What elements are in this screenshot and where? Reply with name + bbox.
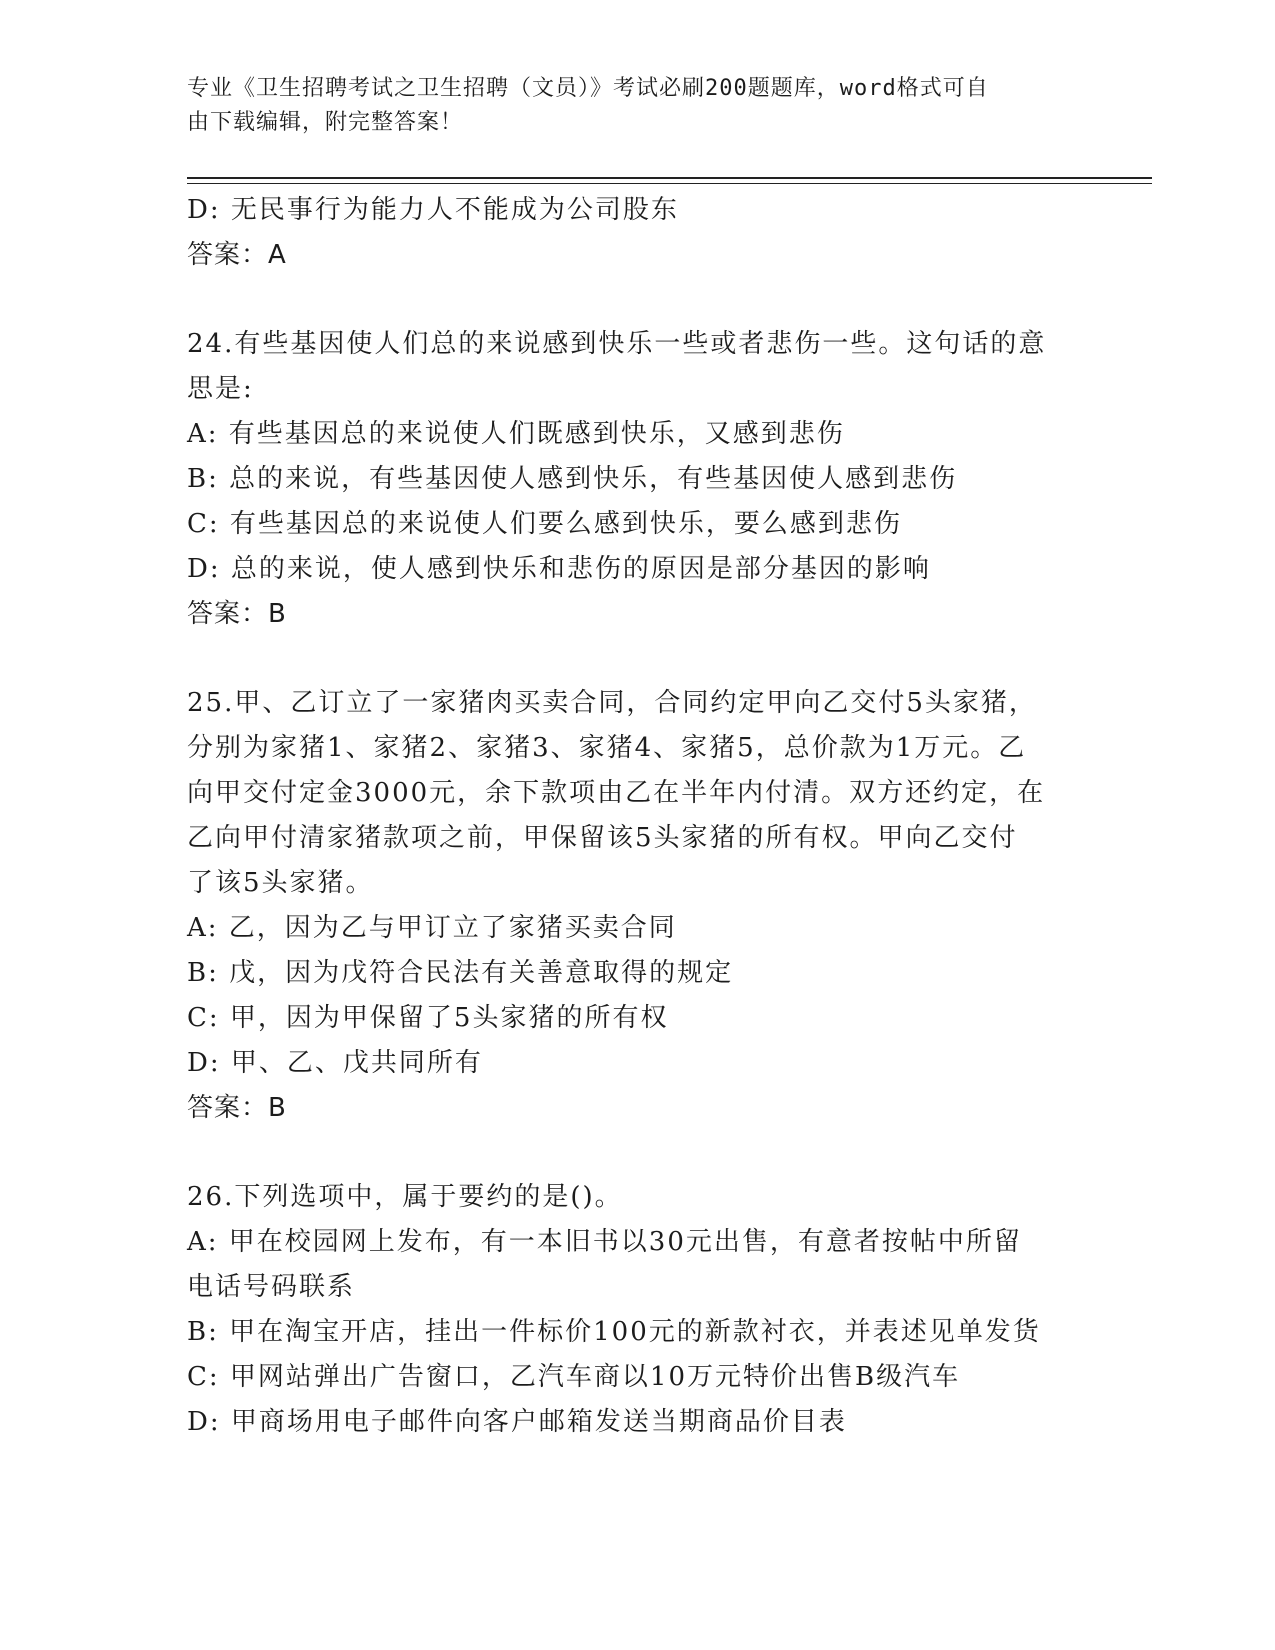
- question-24: [187, 322, 1087, 637]
- question-stem-continued: 向甲交付定金3000元，余下款项由乙在半年内付清。双方还约定，在: [187, 778, 1046, 808]
- header-line-2: 由下载编辑，附完整答案！: [187, 110, 464, 135]
- answer-label: 答案：A: [187, 240, 287, 270]
- option-b: B: 戊，因为戊符合民法有关善意取得的规定: [187, 958, 734, 988]
- option-d: D: 甲、乙、戊共同所有: [187, 1048, 483, 1078]
- previous-question-tail: [187, 188, 1087, 278]
- document-header: [187, 72, 1077, 140]
- option-d: D: 甲商场用电子邮件向客户邮箱发送当期商品价目表: [187, 1407, 847, 1437]
- option-a: A: 乙，因为乙与甲订立了家猪买卖合同: [187, 913, 677, 943]
- question-stem-continued: 思是:: [187, 374, 254, 404]
- document-body: [187, 188, 1087, 1445]
- question-stem-continued: 分别为家猪1、家猪2、家猪3、家猪4、家猪5，总价款为1万元。乙: [187, 733, 1027, 763]
- option-b: B: 甲在淘宝开店，挂出一件标价100元的新款衬衣，并表述见单发货: [187, 1317, 1041, 1347]
- question-stem: 25.甲、乙订立了一家猪肉买卖合同，合同约定甲向乙交付5头家猪，: [187, 688, 1037, 718]
- question-26: [187, 1175, 1087, 1445]
- question-stem: 24.有些基因使人们总的来说感到快乐一些或者悲伤一些。这句话的意: [187, 329, 1047, 359]
- option-c: C: 甲网站弹出广告窗口，乙汽车商以10万元特价出售B级汽车: [187, 1362, 961, 1392]
- option-d: D: 总的来说，使人感到快乐和悲伤的原因是部分基因的影响: [187, 554, 931, 584]
- header-line-1: 专业《卫生招聘考试之卫生招聘（文员）》考试必刷200题题库，word格式可自: [187, 76, 989, 101]
- question-stem-continued: 了该5头家猪。: [187, 868, 374, 898]
- spacer: [187, 278, 1087, 322]
- spacer: [187, 637, 1087, 681]
- option-c: C: 甲，因为甲保留了5头家猪的所有权: [187, 1003, 669, 1033]
- question-25: [187, 681, 1087, 1131]
- answer-label: 答案：B: [187, 599, 287, 629]
- option-a: A: 甲在校园网上发布，有一本旧书以30元出售，有意者按帖中所留: [187, 1227, 1022, 1257]
- spacer: [187, 1131, 1087, 1175]
- option-d: D: 无民事行为能力人不能成为公司股东: [187, 195, 679, 225]
- header-divider-thin: [187, 183, 1152, 184]
- answer-label: 答案：B: [187, 1093, 287, 1123]
- header-divider-thick: [187, 177, 1152, 179]
- question-stem: 26.下列选项中，属于要约的是()。: [187, 1182, 623, 1212]
- option-a: A: 有些基因总的来说使人们既感到快乐，又感到悲伤: [187, 419, 845, 449]
- option-a-continued: 电话号码联系: [187, 1272, 356, 1302]
- option-b: B: 总的来说，有些基因使人感到快乐，有些基因使人感到悲伤: [187, 464, 958, 494]
- option-c: C: 有些基因总的来说使人们要么感到快乐，要么感到悲伤: [187, 509, 902, 539]
- question-stem-continued: 乙向甲付清家猪款项之前，甲保留该5头家猪的所有权。甲向乙交付: [187, 823, 1018, 853]
